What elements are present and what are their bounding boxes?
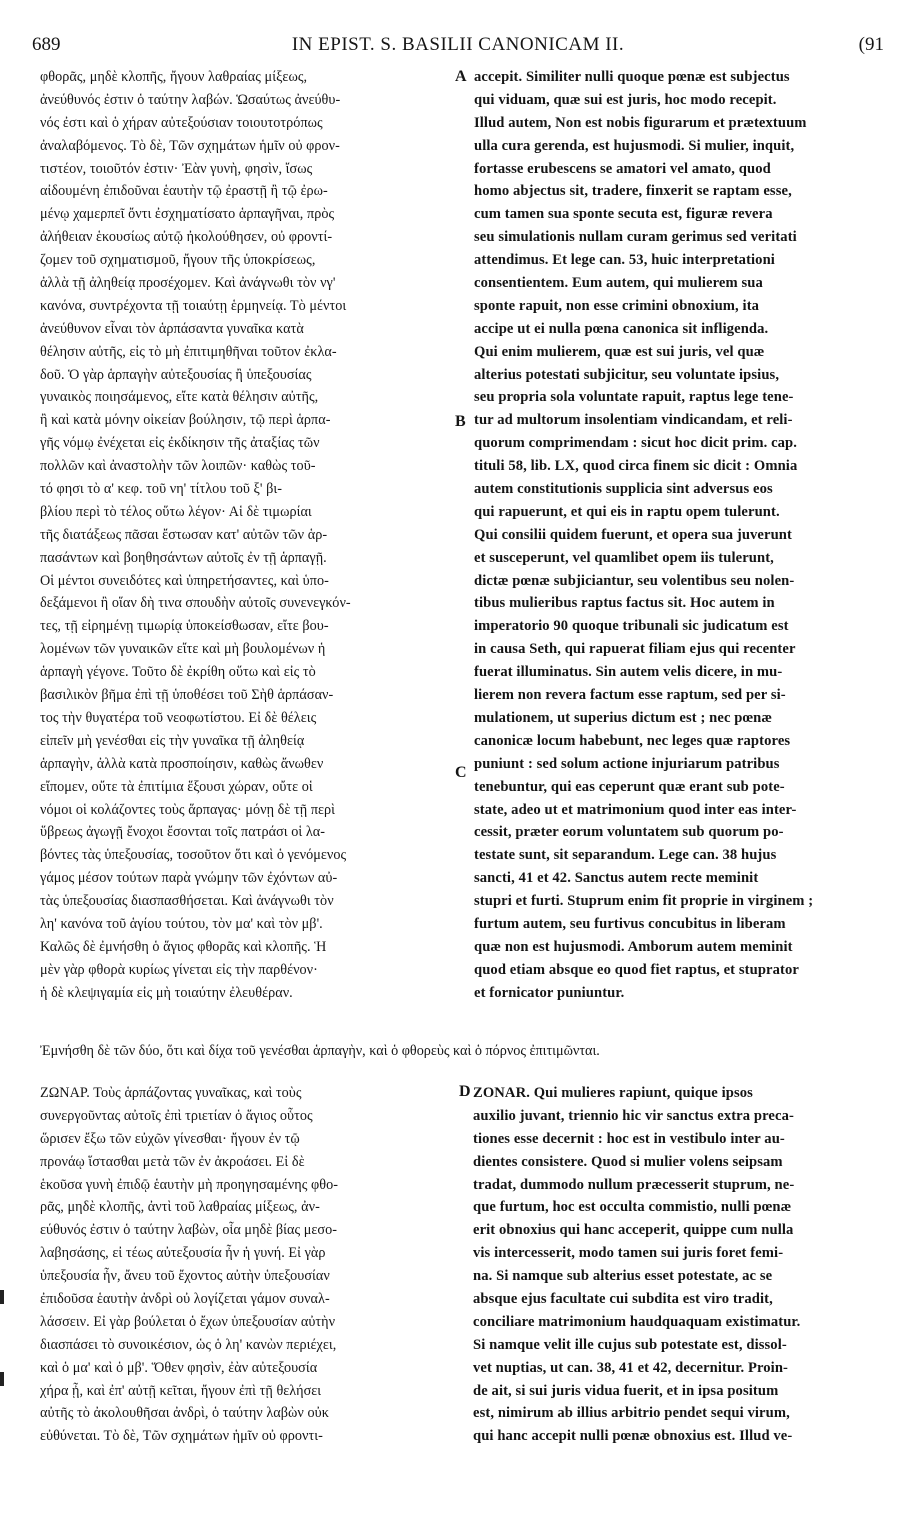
greek-text-line: εἴπομεν, οὔτε τὰ ἐπιτίμια ἕξουσι χώραν, οὔτε οἱ [40,778,313,795]
latin-text-line: na. Si namque sub alterius esset potestate, ac se [473,1268,773,1285]
greek-text-line: ἀλήθειαν ἑκουσίως αὐτῷ ἠκολούθησεν, οὐ φροντί- [40,229,333,246]
latin-text-line: cum tamen sua sponte secuta est, figuræ revera [474,206,773,223]
latin-text-line: furtum autem, seu furtivus concubitus in liberam [474,915,786,932]
greek-text-line: λαβησάσης, εἰ τέως αὐτεξουσία ἦν ἡ γυνή. Εἰ γὰρ [40,1245,326,1262]
greek-text-line: ἢ καὶ κατὰ μόνην οἰκείαν βούλησιν, τῷ περὶ ἁρπα- [40,412,331,429]
greek-text-line: τιστέον, τοιοῦτόν ἐστιν· Ἐὰν γυνὴ, φησὶν, ἴσως [40,160,313,177]
latin-text-line: tradat, dummodo nullum præcesserit stuprum, ne- [473,1176,795,1193]
latin-text-line: tenebuntur, qui eas ceperunt quæ erant sub pote- [474,778,785,795]
greek-text-line: ἀναλαβόμενος. Τὸ δὲ, Τῶν σχημάτων ἡμῖν οὐ φρον- [40,137,340,154]
greek-text-line: ἐπιδοῦσα ἑαυτὴν ἀνδρὶ οὐ λογίζεται γάμον συναλ- [40,1291,330,1308]
latin-text-line: seu simulationis nullam curam gerimus sed veritati [474,229,797,246]
latin-text-line: et susceperunt, vel quamlibet opem iis tulerunt, [474,549,774,566]
latin-column-top [474,66,886,1005]
greek-text-line: ἀνεύθυνός ἐστιν ὁ ταύτην λαβών. Ὡσαύτως ἀνεύθυ- [40,91,341,108]
greek-text-line: εύθυνός ἐστιν ὁ ταύτην λαβὼν, οἷα μηδὲ βίας μεσο- [40,1222,338,1239]
latin-text-line: Qui enim mulierem, quæ est sui juris, vel quæ [474,343,765,360]
latin-text-line: sponte rapuit, non esse crimini obnoxium, ita [474,297,760,314]
latin-text-line: ulla cura gerenda, est hujusmodi. Si mulier, inquit, [474,137,795,154]
latin-text-line: autem constitutionis supplicia sint adversus eos [474,481,773,498]
greek-text-line: τὰς ὑπεξουσίας διασπασθήσεται. Καὶ ἀνάγνωθι τὸν [40,893,334,910]
greek-text-line: ρᾶς, μηδὲ κλοπῆς, ἀντὶ τοῦ λαθραίας μίξεως, ἀν- [40,1199,320,1216]
greek-text-line: τος τὴν θυγατέρα τοῦ νεοφωτίστου. Εἰ δὲ θέλεις [40,709,317,726]
latin-text-line: absque ejus facultate cui subdita est viro tradit, [473,1291,773,1308]
latin-text-line: qui viduam, quæ sui est juris, hoc modo recepit. [474,91,777,108]
latin-text-line: consentientem. Eum autem, qui mulierem sua [474,275,763,292]
greek-text-line: ἡ δὲ κλεψιγαμία εἰς μὴ τοιαύτην ἐλευθέραν. [40,984,293,1001]
latin-text-line: mulationem, ut superius dictum est ; nec pœnæ [474,709,773,726]
latin-text-line: vis intercesserit, modo tamen sui juris foret femi- [473,1245,784,1262]
latin-text-line: et fornicator puniuntur. [474,984,625,1001]
section-marker-c: C [455,764,467,781]
greek-text-line: ἁρπαγὴν, ἀλλὰ κατὰ προσποίησιν, καθὼς ἄνωθεν [40,755,324,772]
greek-text-line: μένῳ χαμερπεῖ ὄντι ἐσχηματίσατο ἁρπαγῆναι, πρὸς [40,206,335,223]
greek-text-line: ἀλλὰ τῇ ἀληθείᾳ προσέχομεν. Καὶ ἀνάγνωθι τὸν νγ' [40,275,336,292]
greek-text-line: φθορᾶς, μηδὲ κλοπῆς, ἤγουν λαθραίας μίξεως, [40,69,308,85]
greek-text-line: εὐθύνεται. Τὸ δὲ, Τῶν σχημάτων ἡμῖν οὐ φροντι- [40,1428,323,1445]
greek-text-line: ἁρπαγὴ γέγονε. Τοῦτο δὲ ἐκρίθη οὕτω καὶ εἰς τὸ [40,664,316,681]
greek-text-line: νόμοι οἱ κολάζοντες τοὺς ἅρπαγας· μόνῃ δὲ τῇ περὶ [40,801,336,818]
greek-text-line: γυναικὸς ποιησάμενος, εἴτε κατὰ θέλησιν αὐτῆς, [40,389,319,406]
greek-text-line: αἰδουμένη ἐπιδοῦναι ἑαυτὴν τῷ ἐραστῇ ἢ τῷ ἐρω- [40,183,328,200]
latin-text-line: stupri et furti. Stuprum enim fit proprie in virginem ; [474,893,814,910]
latin-text-line: imperatorio 90 quoque tribunali sic judicatum est [474,618,789,635]
greek-text-line: δοῦ. Ὁ γὰρ ἁρπαγὴν αὐτεξουσίας ἢ ὑπεξουσίας [40,366,312,383]
greek-text-line: ὕβρεως ἀγωγῇ ἔνοχοι ἔσονται τοῖς πατράσι οἱ λα- [40,824,326,841]
latin-text-line: cessit, præter eorum voluntatem sub quorum po- [474,824,784,841]
greek-text-line: τό φησι τὸ α' κεφ. τοῦ νη' τίτλου τοῦ ξ' βι- [40,481,283,498]
latin-text-line: Illud autem, Non est nobis figurarum et prætextuum [474,114,807,131]
latin-text-line: puniunt : sed solum actione injuriarum patribus [474,755,780,772]
latin-text-line: state, adeo ut et matrimonium quod inter eas inter- [474,801,797,818]
section-marker-d: D [459,1083,471,1100]
page-number-right: (91 [858,34,884,55]
latin-text-line: est, nimirum ab illius arbitrio pendet sequi virum, [473,1405,790,1422]
greek-text-line: ἀνεύθυνον εἶναι τὸν ἁρπάσαντα γυναῖκα κατὰ [40,320,304,337]
greek-text-line: λη' κανόνα τοῦ ἁγίου τούτου, τὸν μα' καὶ τὸν μβ'. [40,915,323,932]
latin-text-line: erit obnoxius qui hanc acceperit, quippe cum nulla [473,1222,794,1239]
greek-text-line: ὥρισεν ἔξω τῶν εὐχῶν γίνεσθαι· ἤγουν ἐν τῷ [40,1130,300,1147]
latin-text-line: qui hanc accepit nulli pœnæ obnoxius est. Illud ve- [473,1428,793,1445]
latin-text-line: que furtum, hoc est occulta commistio, nulli pœnæ [473,1199,792,1216]
greek-text-line: λάσσειν. Εἰ γὰρ βούλεται ὁ ἔχων ὑπεξουσίαν αὐτὴν [40,1313,336,1330]
latin-text-line: quæ non est hujusmodi. Amborum autem meminit [474,938,793,955]
latin-text-line: quod etiam absque eo quod fiet raptus, et stuprator [474,961,799,978]
page-number-left: 689 [32,34,61,55]
latin-text-line: alterius potestati subjicitur, seu voluntate ipsius, [474,366,780,383]
latin-text-line: tiones esse decernit : hoc est in vestibulo inter au- [473,1130,785,1147]
greek-text-line: νός ἐστι καὶ ὁ χήραν αὐτεξούσιαν τοιουτοτρόπως [40,114,323,131]
latin-text-line: accepit. Similiter nulli quoque pœnæ est subjectus [474,69,790,85]
running-title: IN EPIST. S. BASILII CANONICAM II. [291,34,625,55]
latin-text-line: in causa Seth, qui rapuerat filiam ejus qui recenter [474,641,796,658]
greek-text-line: κανόνα, συντρέχοντα τῇ τοιαύτῃ ἑρμηνείᾳ. Τὸ μέντοι [40,297,347,314]
greek-text-line: αὐτῆς τὸ ἀκολουθῆσαι ἀνδρὶ, ὁ ταύτην λαβὼν οὐκ [40,1405,329,1422]
latin-text-line: qui rapuerunt, et qui eis in raptu opem tulerunt. [474,503,780,520]
latin-text-line: fuerat illuminatus. Sin autem velis dicere, in mu- [474,664,783,681]
greek-text-line: διασπάσει τὸ συνοικέσιον, ὡς ὁ λη' κανὼν περιέχει, [40,1336,337,1353]
latin-text-line: Qui consilii quidem fuerunt, et opera sua juverunt [474,526,792,543]
greek-text-line: πασάντων καὶ βοηθησάντων αὐτοῖς ἐν τῇ ἁρπαγῇ. [40,549,327,566]
latin-text-line: canonicæ locum habebunt, nec leges quæ raptores [474,732,791,749]
latin-column-bottom [473,1082,885,1448]
latin-text-line: fortasse erubescens se amatori vel amato, quod [474,160,771,177]
greek-text-line: βλίου περὶ τὸ τέλος οὕτω λέγον· Αἱ δὲ τιμωρίαι [40,503,312,520]
greek-text-line: πολλῶν καὶ ἀναστολὴν τῶν λοιπῶν· καθὼς τοῦ- [40,458,316,475]
latin-text-line: seu propria sola voluntate rapuit, raptus lege tene- [474,389,794,406]
greek-text-line: βασιλικὸν βῆμα ἐπὶ τῇ ὑποθέσει τοῦ Σὴθ ἁρπάσαν- [40,687,334,704]
latin-text-line: conciliare matrimonium haudquaquam existimatur. [473,1313,801,1330]
greek-text-line: γῆς νόμῳ ἐνέχεται εἰς ἐκδίκησιν τῆς ἀταξίας τῶν [40,435,320,452]
greek-text-line: Καλῶς δὲ ἐμνήσθη ὁ ἅγιος φθορᾶς καὶ κλοπῆς. Ἡ [40,938,327,955]
greek-column-top [40,66,450,1005]
latin-text-line: testate sunt, sit separandum. Lege can. 38 hujus [474,847,777,864]
greek-column-bottom [40,1082,460,1448]
greek-text-line: συνεργοῦντας αὐτοῖς ἐπὶ τριετίαν ὁ ἅγιος οὗτος [40,1107,313,1124]
greek-text-line: δεξάμενοι ἢ οἵαν δὴ τινα σπουδὴν αὐτοῖς συνενεγκόν- [40,595,351,612]
latin-text-line: accipe ut ei nulla pœna canonica sit infligenda. [474,320,769,337]
spanning-greek-line: Ἐμνήσθη δὲ τῶν δύο, ὅτι καὶ δίχα τοῦ γενέσθαι ἁρπαγὴν, καὶ ὁ φθορεὺς καὶ ὁ πόρνος ἐπιτιμῶνται. [40,1043,600,1059]
greek-text-line: λομένων τῶν γυναικῶν εἴτε καὶ μὴ βουλομένων ἡ [40,641,326,658]
section-marker-a: A [455,68,467,85]
latin-text-line: auxilio juvant, triennio hic vir sanctus extra preca- [473,1107,794,1124]
greek-text-line: βόντες τὰς ὑπεξουσίας, τοσοῦτον ὅτι καὶ ὁ γενόμενος [40,847,347,864]
latin-text-line: tur ad multorum insolentiam vindicandam, et reli- [474,412,793,429]
latin-text-line: lierem non revera factum esse raptum, sed per si- [474,687,786,704]
latin-text-line: tibus mulieribus raptus factus sit. Hoc autem in [474,595,775,612]
greek-text-line: καὶ ὁ μα' καὶ ὁ μβ'. Ὅθεν φησὶν, ἐὰν αὐτεξουσία [40,1359,318,1376]
greek-text-line: τῆς διατάξεως πᾶσαι ἔστωσαν κατ' αὐτῶν τῶν ἁρ- [40,526,328,543]
latin-text-line: Si namque velit ille cujus sub potestate est, dissol- [473,1336,787,1353]
greek-text-line: θέλησιν αὐτῆς, εἰς τὸ μὴ ἐπιτιμηθῆναι τοῦτον ἐκλα- [40,343,337,360]
latin-text-line: dientes consistere. Quod si mulier volens seipsam [473,1153,783,1170]
greek-text-line: εἰπεῖν μὴ γενέσθαι εἰς τὴν γυναῖκα τῇ ἀληθείᾳ [40,732,305,749]
latin-text-line: ZONAR. Qui mulieres rapiunt, quique ipsos [473,1085,753,1101]
latin-text-line: tituli 58, lib. LX, quod circa finem sic dicit : Omnia [474,458,798,475]
greek-text-line: ζομεν τοῦ σχηματισμοῦ, ἤγουν τῆς ὑποκρίσεως, [40,252,316,269]
latin-text-line: quorum comprimendam : sicut hoc dicit prim. cap. [474,435,798,452]
greek-text-line: μὲν γὰρ φθορὰ κυρίως γίνεται εἰς τὴν παρθένον· [40,961,318,978]
greek-text-line: Οἱ μέντοι συνειδότες καὶ ὑπηρετήσαντες, καὶ ὑπο- [40,572,329,589]
greek-text-line: χήρα ᾖ, καὶ ἐπ' αὐτῇ κεῖται, ἤγουν ἐπὶ τῇ θελήσει [40,1382,322,1399]
greek-text-line: ΖΩΝΑΡ. Τοὺς ἁρπάζοντας γυναῖκας, καὶ τοὺς [40,1085,302,1101]
greek-text-line: προνάῳ ἵστασθαι μετὰ τῶν ἐν ἀκροάσει. Εἰ δὲ [40,1153,305,1170]
running-header [32,34,884,56]
latin-text-line: attendimus. Et lege can. 53, huic interpretationi [474,252,775,269]
margin-mark [0,1372,4,1386]
latin-text-line: sancti, 41 et 42. Sanctus autem recte meminit [474,870,759,887]
latin-text-line: vet nuptias, ut can. 38, 41 et 42, decernitur. Proin- [473,1359,789,1376]
greek-text-line: ὑπεξουσία ἦν, ἄνευ τοῦ ἔχοντος αὐτὴν ὑπεξουσίαν [40,1268,330,1285]
greek-text-line: τες, τῇ εἰρημένῃ τιμωρίᾳ ὑποκείσθωσαν, εἴτε βου- [40,618,329,635]
section-marker-b: B [455,413,466,430]
greek-text-line: ἑκοῦσα γυνὴ ἐπιδῷ ἑαυτὴν μὴ προηγησαμένης φθο- [40,1176,338,1193]
margin-mark [0,1290,4,1304]
latin-text-line: de ait, si sui juris vidua fuerit, et in ipsa positum [473,1382,779,1399]
latin-text-line: dictæ pœnæ subjiciantur, seu volentibus seu nolen- [474,572,795,589]
greek-text-line: γάμος μέσον τούτων παρὰ γνώμην τῶν ἐχόντων αὐ- [40,870,338,887]
latin-text-line: homo abjectus sit, tradere, finxerit se raptam esse, [474,183,792,200]
